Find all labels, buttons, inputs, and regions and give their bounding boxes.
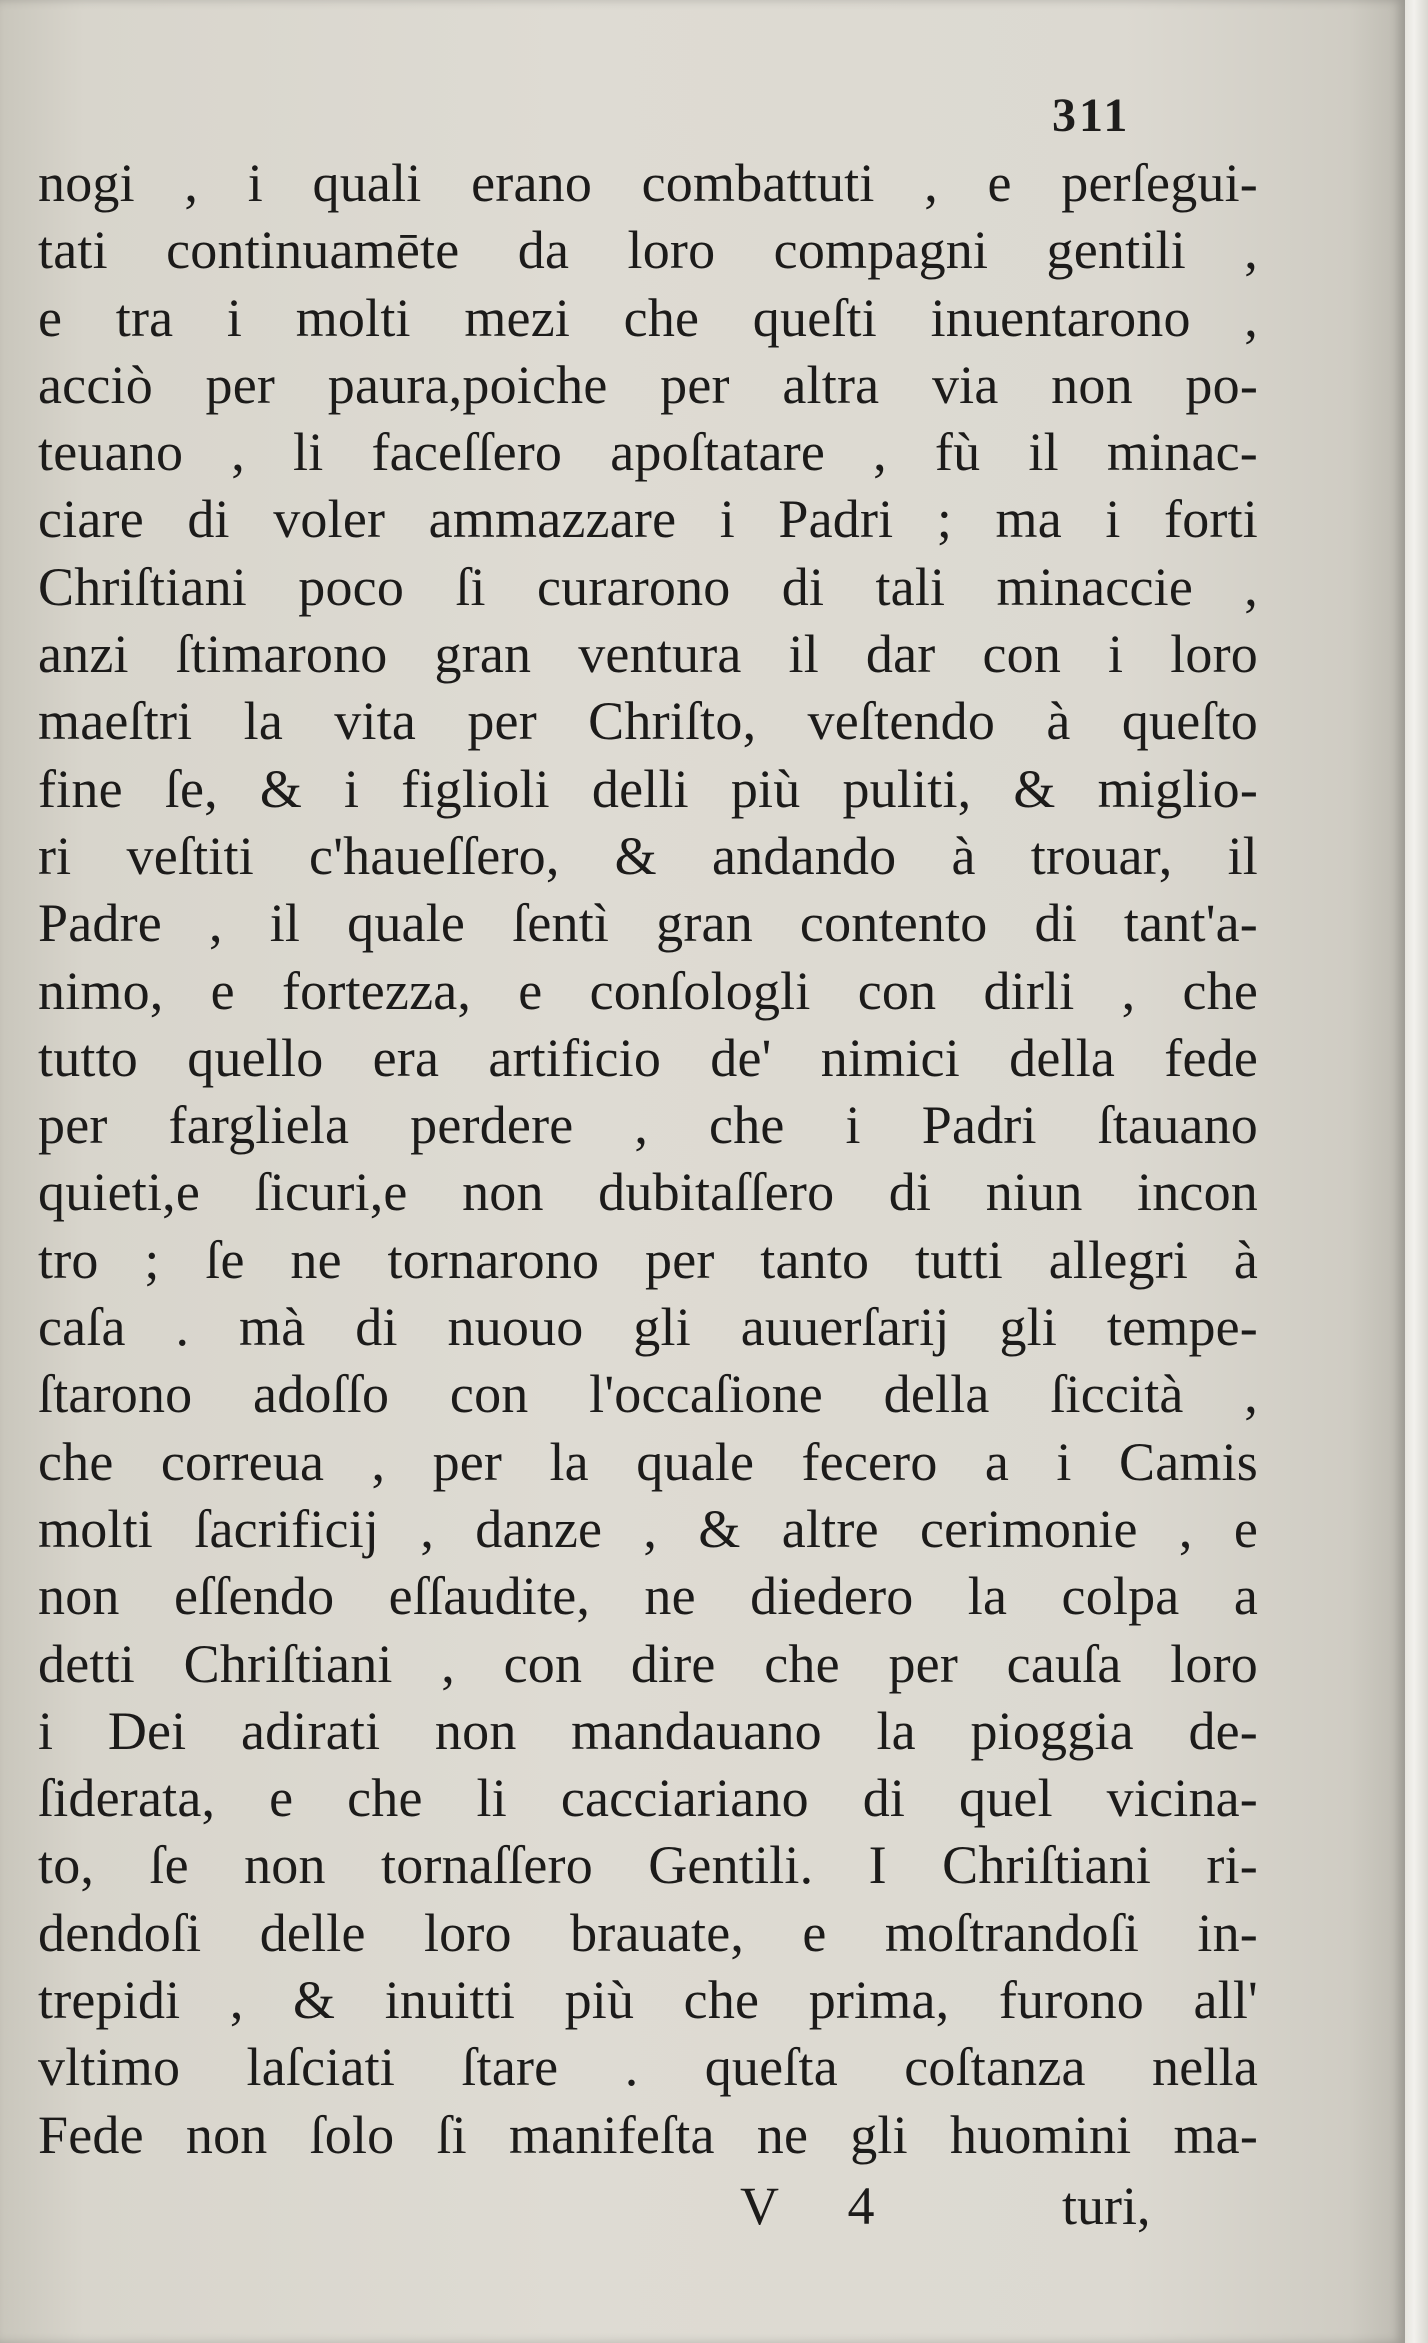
text-line: to, ſe non tornaſſero Gentili. I Chriſtiani ri-	[38, 1835, 1258, 1896]
page-footer	[0, 2175, 1405, 2245]
text-line: vltimo laſciati ſtare . queſta coſtanza nella	[38, 2037, 1258, 2098]
text-line: quieti,e ſicuri,e non dubitaſſero di niun incon	[38, 1162, 1258, 1223]
text-line: anzi ſtimarono gran ventura il dar con i loro	[38, 624, 1258, 685]
text-line: ſiderata, e che li cacciariano di quel vicina-	[38, 1768, 1258, 1829]
page-number: 311	[1052, 89, 1131, 142]
body-text	[38, 150, 1258, 2169]
text-line: Padre , il quale ſentì gran contento di tant'a-	[38, 893, 1258, 954]
text-line: teuano , li faceſſero apoſtatare , fù il minac-	[38, 422, 1258, 483]
text-line: ri veſtiti c'haueſſero, & andando à trouar, il	[38, 825, 1258, 886]
text-line: tati continuamēte da loro compagni gentili ,	[38, 220, 1258, 281]
text-line: acciò per paura,poiche per altra via non po-	[38, 354, 1258, 415]
text-line: fine ſe, & i figlioli delli più puliti, & miglio-	[38, 758, 1258, 819]
text-line: Chriſtiani poco ſi curarono di tali minaccie ,	[38, 556, 1258, 617]
text-line: ſtarono adoſſo con l'occaſione della ſiccità ,	[38, 1364, 1258, 1425]
text-line: molti ſacrificij , danze , & altre cerimonie , e	[38, 1498, 1258, 1559]
catchword: turi,	[1062, 2176, 1151, 2236]
text-line: Fede non ſolo ſi manifeſta ne gli huomini ma-	[38, 2104, 1258, 2165]
text-line: dendoſi delle loro brauate, e moſtrandoſi in-	[38, 1902, 1258, 1963]
text-line: tro ; ſe ne tornarono per tanto tutti allegri à	[38, 1229, 1258, 1290]
text-line: nimo, e fortezza, e conſologli con dirli , che	[38, 960, 1258, 1021]
text-line: non eſſendo eſſaudite, ne diedero la colpa a	[38, 1566, 1258, 1627]
text-line: e tra i molti mezi che queſti inuentarono ,	[38, 287, 1258, 348]
text-line: nogi , i quali erano combattuti , e perſegui-	[38, 153, 1258, 213]
text-line: detti Chriſtiani , con dire che per cauſa loro	[38, 1633, 1258, 1694]
text-line: caſa . mà di nuouo gli auuerſarij gli tempe-	[38, 1297, 1258, 1358]
text-line: per fargliela perdere , che i Padri ſtauano	[38, 1095, 1258, 1156]
text-line: ciare di voler ammazzare i Padri ; ma i forti	[38, 489, 1258, 550]
text-line: maeſtri la vita per Chriſto, veſtendo à queſto	[38, 691, 1258, 752]
text-line: che correua , per la quale fecero a i Camis	[38, 1431, 1258, 1492]
text-line: trepidi , & inuitti più che prima, furono all'	[38, 1970, 1258, 2031]
text-line: i Dei adirati non mandauano la pioggia de-	[38, 1700, 1258, 1761]
signature-mark: V 4	[740, 2176, 903, 2236]
page-edge	[1405, 0, 1428, 2343]
text-line: tutto quello era artificio de' nimici della fede	[38, 1027, 1258, 1088]
